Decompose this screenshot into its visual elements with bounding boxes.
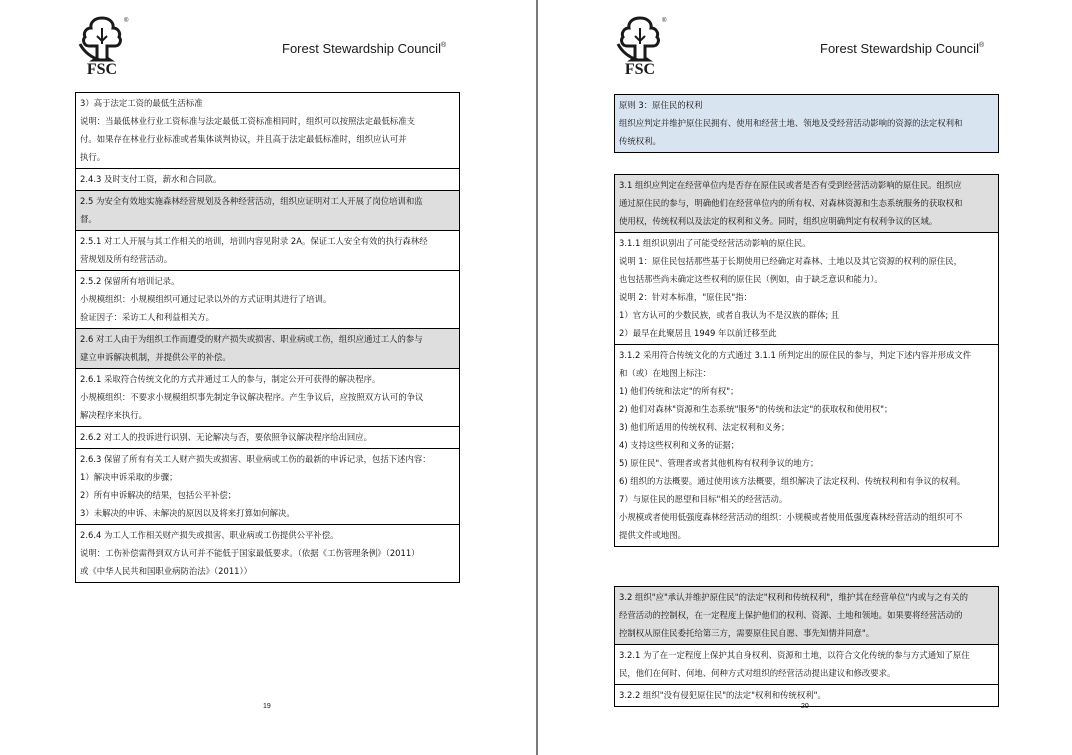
table-row (75, 191, 460, 231)
text-line: 建立申诉解决机制，并提供公平的补偿。 (80, 352, 231, 362)
table-row (75, 329, 460, 369)
text-line: 2.6 对工人由于为组织工作而遭受的财产损失或损害、职业病或工伤，组织应通过工人的参与 (80, 334, 423, 344)
text-line: 提供文件或地图。 (619, 530, 686, 540)
text-line: 小规模组织：小规模组织可通过记录以外的方式证明其进行了培训。 (80, 294, 332, 304)
brand-name-text: Forest Stewardship Council (820, 41, 979, 56)
table-row (75, 525, 460, 583)
registered-mark: ® (440, 42, 447, 49)
text-line: 说明：当最低林业行业工资标准与法定最低工资标准相同时，组织可以按照法定最低标准支 (80, 116, 415, 126)
text-line: 4) 支持这些权利和义务的证据； (619, 440, 740, 450)
text-line: 3) 他们所适用的传统权利、法定权利和义务； (619, 422, 790, 432)
text-line: 说明 1：原住民包括那些基于长期使用已经确定对森林、土地以及其它资源的权利的原住民， (619, 256, 962, 266)
text-line: 传统权利。 (619, 136, 661, 146)
table-spacer (614, 153, 999, 175)
text-line: 督。 (80, 214, 97, 224)
text-line: 营规划及所有经营活动。 (80, 254, 173, 264)
text-line: 小规模或者使用低强度森林经营活动的组织：小规模或者使用低强度森林经营活动的组织可不 (619, 512, 963, 522)
text-line: 也包括那些尚未确定这些权利的原住民（例如，由于缺乏意识和能力）。 (619, 274, 883, 284)
text-line: 2.6.1 采取符合传统文化的方式并通过工人的参与，制定公开可获得的解决程序。 (80, 374, 381, 384)
table-row (75, 169, 460, 191)
standard-table-left (75, 92, 460, 583)
text-line: 2) 他们对森林"资源和生态系统"服务"的传统和法定"的获取权和使用权"； (619, 404, 893, 414)
text-line (618, 548, 995, 566)
text-line: 3）高于法定工资的最低生活标准 (80, 98, 203, 108)
text-line: 说明：工伤补偿需得到双方认可并不能低于国家最低要求。（依据《工伤管理条例》（2011） (80, 548, 420, 558)
text-line: 3.1 组织应判定在经营单位内是否存在原住民或者是否有受到经营活动影响的原住民。组织应 (619, 180, 962, 190)
table-spacer (614, 547, 999, 587)
brand-name-text: Forest Stewardship Council (282, 41, 441, 56)
table-row (75, 427, 460, 449)
text-line: 付。如果存在林业行业标准或者集体谈判协议，并且高于法定最低标准时，组织应认可并 (80, 134, 407, 144)
text-line: 解决程序来执行。 (80, 410, 147, 420)
table-row (75, 231, 460, 271)
text-line: 1) 他们传统和法定"的所有权"； (619, 386, 739, 396)
text-line: 小规模组织：不要求小规模组织事先制定争议解决程序。产生争议后，应按照双方认可的争议 (80, 392, 424, 402)
table-row (75, 449, 460, 525)
text-line: 经营活动的控制权，在一定程度上保护他们的权利、资源、土地和领地。如果要将经营活动的 (619, 610, 963, 620)
logo-registered-mark: ® (124, 18, 129, 24)
text-line: 说明 2：针对本标准，"原住民"指： (619, 292, 752, 302)
table-row (614, 645, 999, 685)
page-number: 19 (263, 703, 271, 710)
text-line: 1）官方认可的少数民族，或者自我认为不是汉族的群体; 且 (619, 310, 840, 320)
text-line: 2）最早在此聚居且 1949 年以前迁移至此 (619, 328, 777, 338)
table-row (614, 345, 999, 547)
text-line: 2）所有申诉解决的结果，包括公平补偿； (80, 490, 237, 500)
text-line: 控制权从原住民委托给第三方，需要原住民自愿、事先知情并同意"。 (619, 628, 875, 638)
table-row (614, 233, 999, 345)
brand-name (820, 41, 984, 56)
table-row (614, 175, 999, 233)
page-number: 20 (801, 703, 809, 710)
document-page-right (538, 0, 1072, 755)
text-line: 2.6.4 为工人工作相关财产损失或损害、职业病或工伤提供公平补偿。 (80, 530, 339, 540)
text-line: 或《中华人民共和国职业病防治法》（2011）） (80, 566, 253, 576)
table-row (75, 93, 460, 169)
text-line: 2.6.3 保留了所有有关工人财产损失或损害、职业病或工伤的最新的申诉记录，包括下述内容： (80, 454, 431, 464)
text-line: 验证因子：采访工人和利益相关方。 (80, 312, 214, 322)
fsc-logo (72, 14, 132, 76)
registered-mark: ® (978, 42, 985, 49)
text-line: 3）未解决的申诉、未解决的原因以及将来打算如何解决。 (80, 508, 295, 518)
text-line: 3.2.2 组织"没有侵犯原住民"的法定"权利和传统权利"。 (619, 690, 826, 700)
table-row (75, 369, 460, 427)
text-line: 和（或）在地图上标注： (619, 368, 712, 378)
text-line: 3.1.2 采用符合传统文化的方式通过 3.1.1 所判定出的原住民的参与，判定下述内容并形成文件 (619, 350, 972, 360)
logo-text: FSC (86, 61, 118, 76)
text-line: 5) 原住民"、管理者或者其他机构有权利争议的地方； (619, 458, 819, 468)
text-line: 2.5.2 保留所有培训记录。 (80, 276, 180, 286)
text-line: 2.5.1 对工人开展与其工作相关的培训，培训内容见附录 2A。保证工人安全有效的执行森林经 (80, 236, 428, 246)
text-line (618, 566, 995, 584)
fsc-logo (610, 14, 670, 76)
standard-table-right (614, 94, 999, 707)
table-row (614, 587, 999, 645)
text-line: 原则 3：原住民的权利 (619, 100, 703, 110)
text-line: 7）与原住民的愿望和目标"相关的经营活动。 (619, 494, 788, 504)
text-line: 通过原住民的参与，明确他们在经营单位内的所有权、对森林资源和生态系统服务的获取权和 (619, 198, 963, 208)
text-line: 民，他们在何时、何地、何种方式对组织的经营活动提出建议和修改要求。 (619, 668, 896, 678)
text-line: 2.6.2 对工人的投诉进行识别、无论解决与否，要依照争议解决程序给出回应。 (80, 432, 372, 442)
logo-registered-mark: ® (662, 18, 667, 24)
logo-text: FSC (624, 61, 656, 76)
text-line: 3.2.1 为了在一定程度上保护其自身权利、资源和土地，以符合文化传统的参与方式通知了原住 (619, 650, 970, 660)
text-line: 1）解决申诉采取的步骤； (80, 472, 178, 482)
text-line: 使用权，传统权利以及法定的权利和义务。同时，组织应明确判定有权利争议的区域。 (619, 216, 938, 226)
text-line: 2.4.3 及时支付工资，薪水和合同款。 (80, 174, 222, 184)
text-line: 3.1.1 组织识别出了可能受经营活动影响的原住民。 (619, 238, 811, 248)
text-line: 2.5 为安全有效地实施森林经营规划及各种经营活动，组织应证明对工人开展了岗位培训和监 (80, 196, 423, 206)
text-line: 3.2 组织"应"承认并维护原住民"的法定"权利和传统权利"，维护其在经营单位"内或与之有关的 (619, 592, 968, 602)
table-row (75, 271, 460, 329)
text-line (618, 154, 995, 172)
text-line: 执行。 (80, 152, 106, 162)
table-row (614, 95, 999, 153)
brand-name (282, 41, 446, 56)
text-line: 6) 组织的方法概要。通过使用该方法概要，组织解决了法定权利、传统权利和有争议的权利。 (619, 476, 966, 486)
text-line: 组织应判定并维护原住民拥有、使用和经营土地、领地及受经营活动影响的资源的法定权利和 (619, 118, 963, 128)
